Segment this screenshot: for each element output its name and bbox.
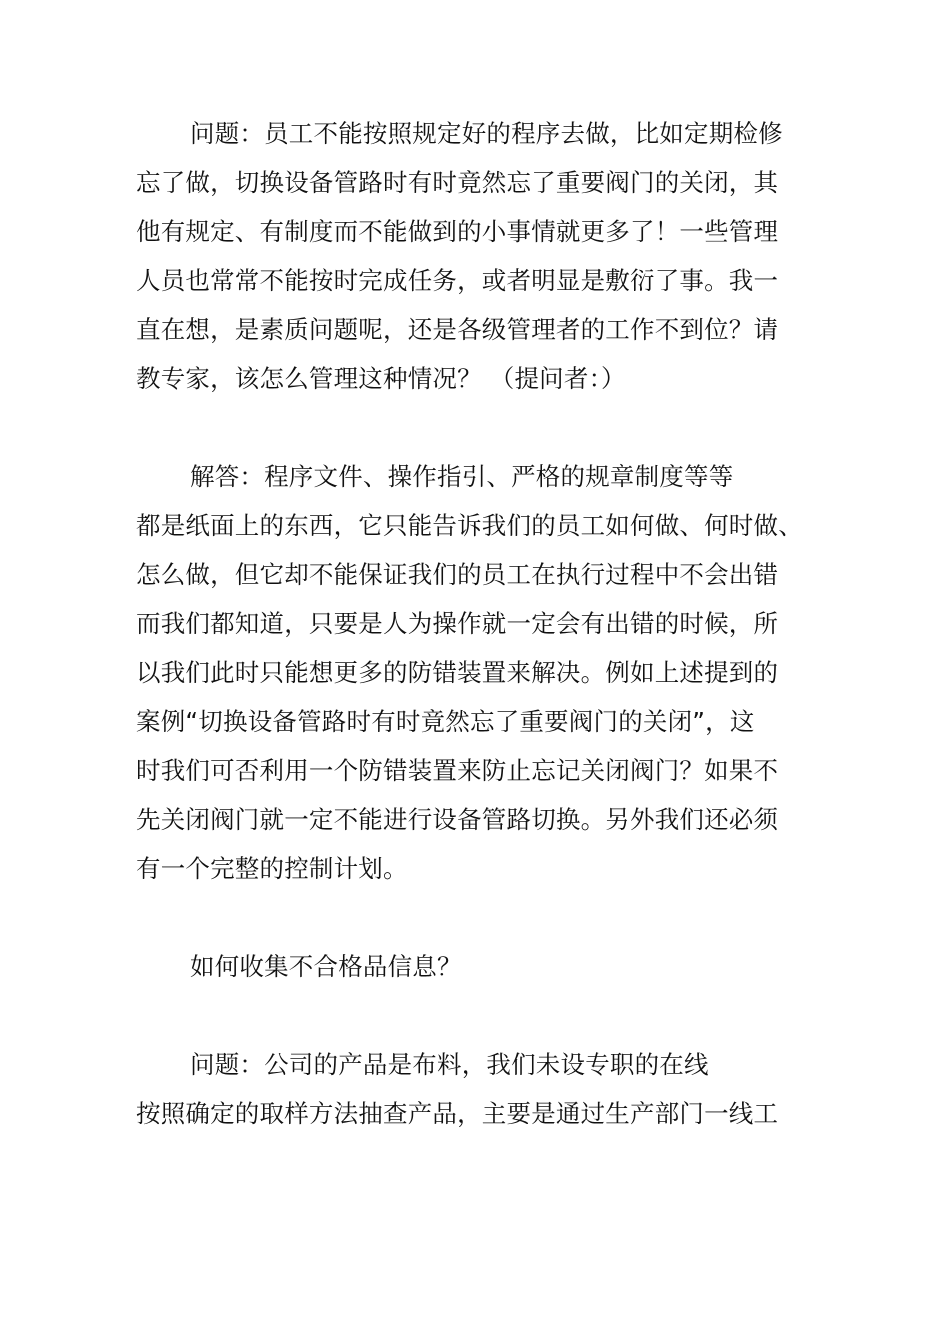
text-line: 忘了做，切换设备管路时有时竟然忘了重要阀门的关闭，其 — [136, 168, 779, 197]
text-line: 问题：员工不能按照规定好的程序去做，比如定期检修 — [190, 119, 783, 148]
text-line: 时我们可否利用一个防错装置来防止忘记关闭阀门？如果不 — [136, 756, 779, 785]
text-line: 按照确定的取样方法抽查产品，主要是通过生产部门一线工 — [136, 1099, 779, 1128]
text-line: 如何收集不合格品信息？ — [190, 952, 462, 981]
text-line: 案例“切换设备管路时有时竟然忘了重要阀门的关闭”，这 — [136, 707, 755, 736]
text-line: 人员也常常不能按时完成任务，或者明显是敷衍了事。我一 — [136, 266, 779, 295]
text-line: 解答：程序文件、操作指引、严格的规章制度等等 — [190, 462, 734, 491]
text-line: 怎么做，但它却不能保证我们的员工在执行过程中不会出错 — [136, 560, 779, 589]
text-line: 直在想，是素质问题呢，还是各级管理者的工作不到位？请 — [136, 315, 779, 344]
text-line: 他有规定、有制度而不能做到的小事情就更多了！一些管理 — [136, 217, 779, 246]
text-line: 都是纸面上的东西，它只能告诉我们的员工如何做、何时做、 — [136, 511, 803, 540]
text-line: 以我们此时只能想更多的防错装置来解决。例如上述提到的 — [136, 658, 779, 687]
text-line: 先关闭阀门就一定不能进行设备管路切换。另外我们还必须 — [136, 805, 779, 834]
text-line: 有一个完整的控制计划。 — [136, 854, 408, 883]
text-line: 而我们都知道，只要是人为操作就一定会有出错的时候，所 — [136, 609, 779, 638]
text-line: 问题：公司的产品是布料，我们未设专职的在线 — [190, 1050, 709, 1079]
text-line: 教专家，该怎么管理这种情况？ （提问者：） — [136, 364, 626, 393]
